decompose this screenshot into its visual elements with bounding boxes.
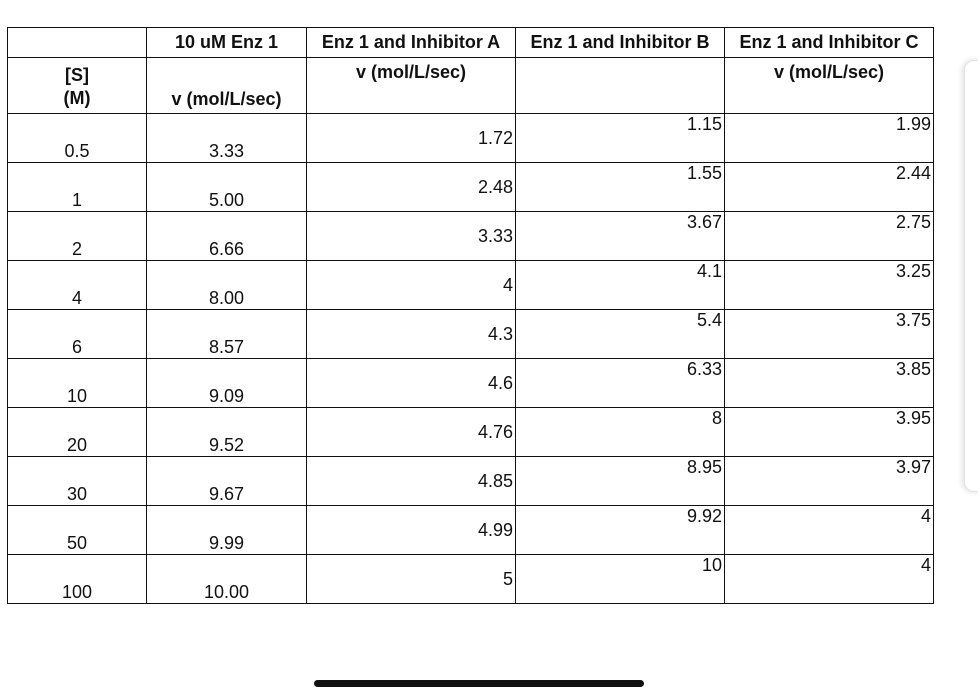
substrate-value: 1 [8, 163, 147, 212]
table-row [8, 163, 934, 212]
inhibitor-a-value: 4.85 [307, 457, 516, 506]
enz1-value: 8.00 [147, 261, 307, 310]
inhibitor-c-value: 2.44 [725, 163, 934, 212]
inhibitor-c-value: 2.75 [725, 212, 934, 261]
enz1-value: 9.09 [147, 359, 307, 408]
inhibitor-b-value: 9.92 [516, 506, 725, 555]
inhibitor-c-value: 3.97 [725, 457, 934, 506]
enz1-value: 3.33 [147, 114, 307, 163]
unit-inhibitor-a: v (mol/L/sec) [307, 58, 516, 114]
header-enz1: 10 uM Enz 1 [147, 28, 307, 58]
inhibitor-a-value: 4.76 [307, 408, 516, 457]
table-row [8, 408, 934, 457]
table-row [8, 114, 934, 163]
unit-inhibitor-c: v (mol/L/sec) [725, 58, 934, 114]
inhibitor-b-value: 8 [516, 408, 725, 457]
inhibitor-a-value: 4.6 [307, 359, 516, 408]
header-inhibitor-a: Enz 1 and Inhibitor A [307, 28, 516, 58]
inhibitor-b-value: 10 [516, 555, 725, 604]
table-row [8, 457, 934, 506]
header-cell-empty [8, 28, 147, 58]
substrate-value: 50 [8, 506, 147, 555]
enz1-value: 9.67 [147, 457, 307, 506]
table-row [8, 310, 934, 359]
substrate-unit: (M) [63, 88, 91, 108]
inhibitor-a-value: 4 [307, 261, 516, 310]
inhibitor-a-value: 4.99 [307, 506, 516, 555]
units-row [8, 58, 934, 114]
inhibitor-a-value: 5 [307, 555, 516, 604]
inhibitor-c-value: 4 [725, 506, 934, 555]
inhibitor-c-value: 3.25 [725, 261, 934, 310]
inhibitor-b-value: 8.95 [516, 457, 725, 506]
substrate-value: 4 [8, 261, 147, 310]
unit-inhibitor-b [516, 58, 725, 114]
inhibitor-b-value: 1.55 [516, 163, 725, 212]
inhibitor-b-value: 6.33 [516, 359, 725, 408]
table-row [8, 506, 934, 555]
header-inhibitor-c: Enz 1 and Inhibitor C [725, 28, 934, 58]
substrate-value: 100 [8, 555, 147, 604]
enz1-value: 5.00 [147, 163, 307, 212]
inhibitor-b-value: 4.1 [516, 261, 725, 310]
enz1-value: 9.52 [147, 408, 307, 457]
inhibitor-b-value: 3.67 [516, 212, 725, 261]
substrate-value: 30 [8, 457, 147, 506]
header-row [8, 28, 934, 58]
substrate-value: 2 [8, 212, 147, 261]
substrate-value: 20 [8, 408, 147, 457]
substrate-label: [S] [65, 65, 89, 85]
enz1-value: 8.57 [147, 310, 307, 359]
table-row [8, 261, 934, 310]
enzyme-kinetics-table [7, 27, 934, 604]
inhibitor-a-value: 2.48 [307, 163, 516, 212]
inhibitor-c-value: 3.85 [725, 359, 934, 408]
header-inhibitor-b: Enz 1 and Inhibitor B [516, 28, 725, 58]
inhibitor-b-value: 1.15 [516, 114, 725, 163]
home-indicator[interactable] [314, 680, 644, 687]
enz1-value: 6.66 [147, 212, 307, 261]
inhibitor-a-value: 4.3 [307, 310, 516, 359]
inhibitor-c-value: 1.99 [725, 114, 934, 163]
table-row [8, 359, 934, 408]
inhibitor-a-value: 3.33 [307, 212, 516, 261]
inhibitor-b-value: 5.4 [516, 310, 725, 359]
enz1-value: 9.99 [147, 506, 307, 555]
unit-enz1: v (mol/L/sec) [147, 58, 307, 114]
substrate-value: 6 [8, 310, 147, 359]
inhibitor-c-value: 3.75 [725, 310, 934, 359]
inhibitor-c-value: 4 [725, 555, 934, 604]
side-panel-edge[interactable] [964, 60, 978, 492]
table-row [8, 212, 934, 261]
substrate-value: 0.5 [8, 114, 147, 163]
substrate-label-cell [8, 58, 147, 114]
table-row [8, 555, 934, 604]
substrate-value: 10 [8, 359, 147, 408]
inhibitor-a-value: 1.72 [307, 114, 516, 163]
enz1-value: 10.00 [147, 555, 307, 604]
inhibitor-c-value: 3.95 [725, 408, 934, 457]
